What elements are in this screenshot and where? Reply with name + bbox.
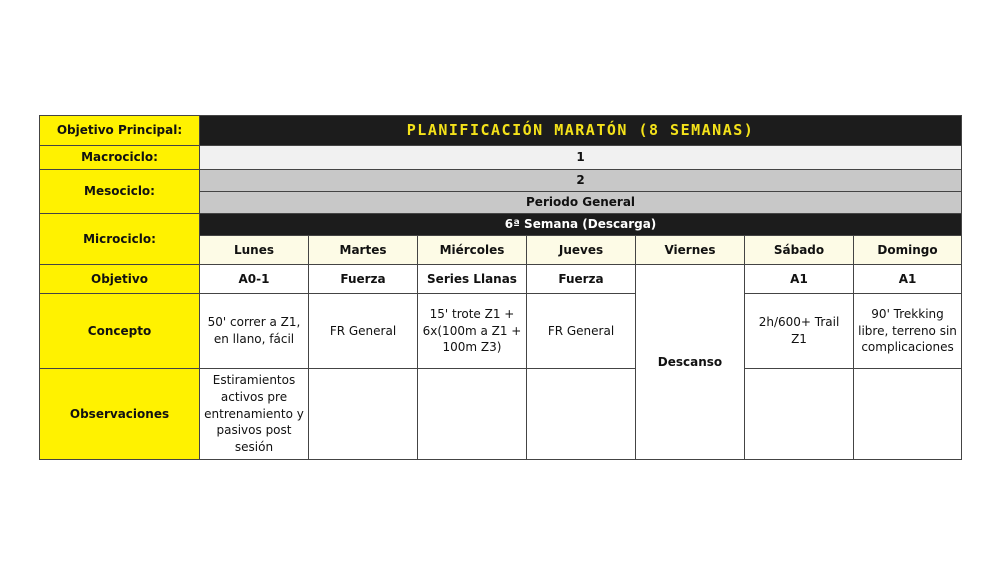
concepto-sabado: 2h/600+ Trail Z1 [745, 294, 854, 369]
week-header: 6ª Semana (Descarga) [200, 214, 962, 236]
observaciones-miercoles [418, 369, 527, 460]
observaciones-lunes: Estiramientos activos pre entrenamiento y pasivos post sesión [200, 369, 309, 460]
objetivo-miercoles: Series Llanas [418, 265, 527, 294]
observaciones-sabado [745, 369, 854, 460]
objetivo-principal-label: Objetivo Principal: [40, 116, 200, 146]
objetivo-domingo: A1 [854, 265, 962, 294]
macrociclo-label: Macrociclo: [40, 146, 200, 170]
observaciones-domingo [854, 369, 962, 460]
mesociclo-label: Mesociclo: [40, 170, 200, 214]
title-row [40, 116, 962, 146]
observaciones-martes [309, 369, 418, 460]
objetivo-row [40, 265, 962, 294]
concepto-miercoles: 15' trote Z1 + 6x(100m a Z1 + 100m Z3) [418, 294, 527, 369]
observaciones-jueves [527, 369, 636, 460]
plan-title: PLANIFICACIÓN MARATÓN (8 SEMANAS) [200, 116, 962, 146]
observaciones-row [40, 369, 962, 460]
concepto-martes: FR General [309, 294, 418, 369]
day-jueves: Jueves [527, 236, 636, 265]
training-plan-table [39, 115, 962, 460]
concepto-lunes: 50' correr a Z1, en llano, fácil [200, 294, 309, 369]
objetivo-label: Objetivo [40, 265, 200, 294]
concepto-label: Concepto [40, 294, 200, 369]
objetivo-viernes: Descanso [636, 265, 745, 460]
periodo-value: Periodo General [200, 192, 962, 214]
day-domingo: Domingo [854, 236, 962, 265]
observaciones-label: Observaciones [40, 369, 200, 460]
concepto-row [40, 294, 962, 369]
objetivo-lunes: A0-1 [200, 265, 309, 294]
objetivo-jueves: Fuerza [527, 265, 636, 294]
objetivo-martes: Fuerza [309, 265, 418, 294]
day-sabado: Sábado [745, 236, 854, 265]
concepto-domingo: 90' Trekking libre, terreno sin complicaciones [854, 294, 962, 369]
day-miercoles: Miércoles [418, 236, 527, 265]
macrociclo-value: 1 [200, 146, 962, 170]
day-viernes: Viernes [636, 236, 745, 265]
mesociclo-value: 2 [200, 170, 962, 192]
macrociclo-row [40, 146, 962, 170]
day-lunes: Lunes [200, 236, 309, 265]
concepto-jueves: FR General [527, 294, 636, 369]
mesociclo-row [40, 170, 962, 192]
microciclo-label: Microciclo: [40, 214, 200, 265]
day-martes: Martes [309, 236, 418, 265]
objetivo-sabado: A1 [745, 265, 854, 294]
week-row [40, 214, 962, 236]
